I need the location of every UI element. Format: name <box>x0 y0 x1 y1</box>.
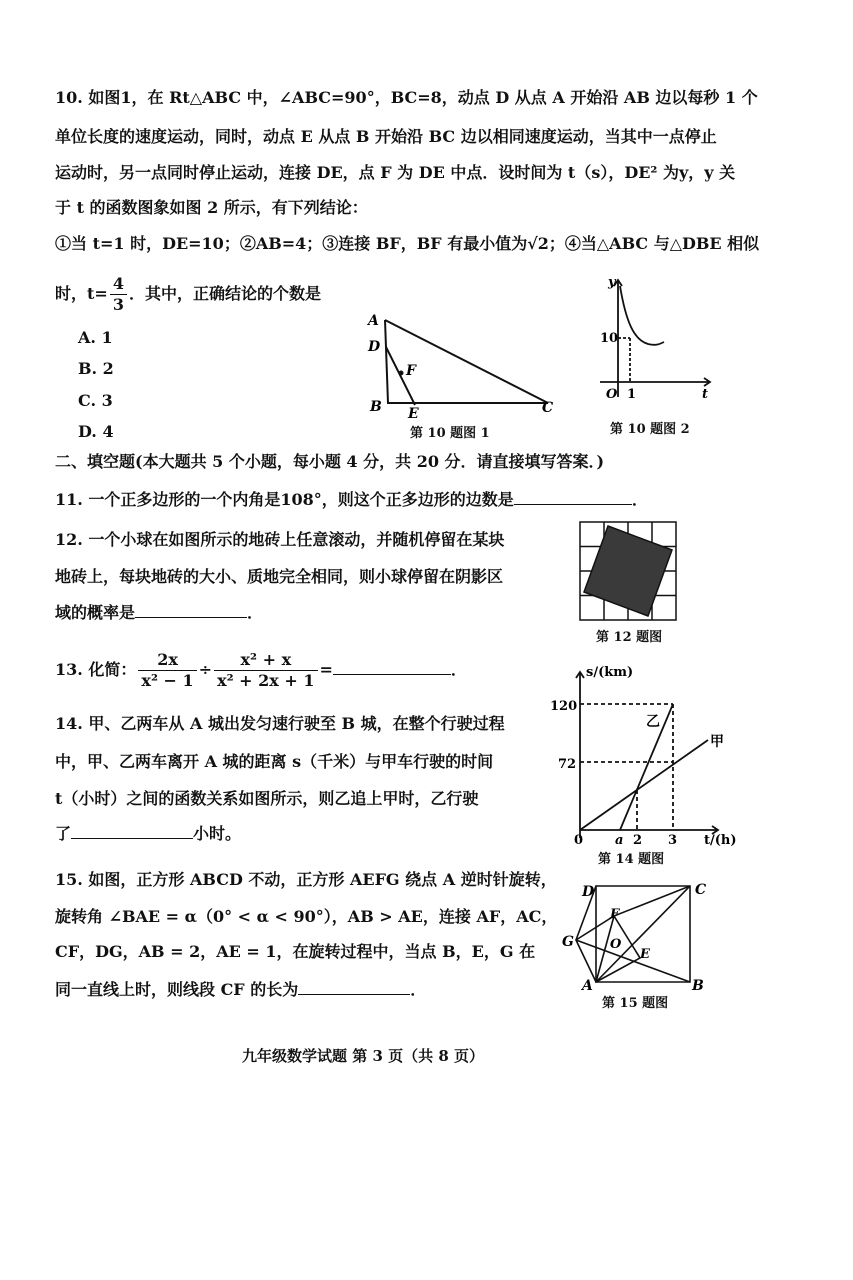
q10-figure2 <box>590 272 720 407</box>
page-footer: 九年级数学试题 第 3 页（共 8 页） <box>242 1047 484 1065</box>
q13-op: ÷ <box>198 660 213 679</box>
q15-caption: 第 15 题图 <box>602 996 669 1011</box>
square-aefg <box>576 916 640 982</box>
label-a: A <box>368 313 379 329</box>
q10-option-c[interactable]: C. 3 <box>78 391 113 410</box>
q10-fig2-caption: 第 10 题图 2 <box>610 422 690 437</box>
label-b: B <box>692 978 704 994</box>
q13-answer-blank[interactable] <box>333 660 451 675</box>
q13-fraction2 <box>214 650 317 691</box>
q10-line5: ①当 t=1 时，DE=10；②AB=4；③连接 BF，BF 有最小值为√2；④当△ABC 与△DBE 相似 <box>55 234 760 253</box>
q11-answer-blank[interactable] <box>514 490 632 505</box>
tick-2: 2 <box>633 833 643 848</box>
label-e: E <box>640 947 650 962</box>
label-o: O <box>606 387 618 402</box>
q11-end: ． <box>631 490 648 509</box>
q11-text: 11. 一个正多边形的一个内角是108°，则这个正多边形的边数是 <box>55 490 514 509</box>
label-b: B <box>370 399 382 415</box>
q15-line4-text: 同一直线上时，则线段 CF 的长为 <box>55 980 299 999</box>
q14-line1: 14. 甲、乙两车从 A 城出发匀速行驶至 B 城，在整个行驶过程 <box>55 714 505 733</box>
q14-answer-blank[interactable] <box>71 824 193 839</box>
q10-line6-pre: 时，t= <box>55 284 108 303</box>
q13-f2-num: x² + x <box>214 650 317 671</box>
label-t: t <box>702 387 709 402</box>
q10-line2: 单位长度的速度运动，同时，动点 E 从点 B 开始沿 BC 边以相同速度运动，当其中一点停止 <box>55 127 717 146</box>
shaded-square <box>584 526 672 616</box>
q13-f1-den: x² − 1 <box>141 671 194 690</box>
q13-f2-den: x² + 2x + 1 <box>217 671 315 690</box>
q10-option-d[interactable]: D. 4 <box>78 422 114 441</box>
label-jia: 甲 <box>710 734 724 750</box>
tick-0: 0 <box>574 833 584 848</box>
q15-line1: 15. 如图，正方形 ABCD 不动，正方形 AEFG 绕点 A 逆时针旋转， <box>55 870 557 889</box>
q10-frac-den: 3 <box>112 295 124 314</box>
q14-line4-pre: 了 <box>55 824 72 843</box>
q10-figure1 <box>360 305 570 420</box>
q10-line6 <box>55 274 321 315</box>
label-e: E <box>408 406 419 420</box>
q14-caption: 第 14 题图 <box>598 852 665 867</box>
label-f: F <box>610 907 620 922</box>
q13-fraction1 <box>138 650 196 691</box>
label-f: F <box>406 363 416 379</box>
q15-line4 <box>55 980 426 1000</box>
label-ten: 10 <box>600 331 619 346</box>
q12-answer-blank[interactable] <box>135 603 247 618</box>
q15-line2: 旋转角 ∠BAE = α（0° < α < 90°），AB > AE，连接 AF，AC， <box>55 907 558 926</box>
label-d: D <box>368 339 381 355</box>
q10-fig1-caption: 第 10 题图 1 <box>410 426 490 441</box>
section2-heading: 二、填空题(本大题共 5 个小题，每小题 4 分，共 20 分．请直接填写答案．) <box>55 452 605 471</box>
q10-fraction <box>110 274 127 315</box>
label-a: A <box>582 978 593 994</box>
label-c: C <box>695 882 707 898</box>
q12-line3-text: 域的概率是 <box>55 603 136 622</box>
q10-frac-num: 4 <box>110 274 127 295</box>
label-one: 1 <box>627 387 637 402</box>
tick-a: a <box>615 833 624 848</box>
q10-line1: 10. 如图1，在 Rt△ABC 中，∠ABC=90°，BC=8，动点 D 从点 A 开始沿 AB 边以每秒 1 个 <box>55 88 758 107</box>
label-g: G <box>562 934 574 950</box>
q13-eq: = <box>319 660 333 679</box>
label-c: C <box>542 400 554 416</box>
triangle-abc <box>385 320 548 403</box>
q13 <box>55 650 467 691</box>
label-o: O <box>610 937 622 952</box>
label-d: D <box>582 884 595 900</box>
q12-caption: 第 12 题图 <box>596 630 663 645</box>
q12-end: ． <box>247 603 264 622</box>
q15-end: ． <box>410 980 427 999</box>
q12-line3 <box>55 603 263 623</box>
line-jia <box>580 740 708 830</box>
q14-graph <box>548 660 748 850</box>
q10-option-b[interactable]: B. 2 <box>78 359 114 378</box>
tick-120: 120 <box>550 699 578 714</box>
label-yi: 乙 <box>646 714 660 730</box>
segment-cf <box>614 886 690 916</box>
q15-line3: CF，DG，AB = 2，AE = 1，在旋转过程中，当点 B，E，G 在 <box>55 942 536 961</box>
q15-answer-blank[interactable] <box>298 980 410 995</box>
q14-line2: 中，甲、乙两车离开 A 城的距离 s（千米）与甲车行驶的时间 <box>55 752 494 771</box>
q14-line4 <box>55 824 241 844</box>
q10-line3: 运动时，另一点同时停止运动，连接 DE，点 F 为 DE 中点．设时间为 t（s），DE² 为y，y 关 <box>55 163 736 182</box>
q14-line3: t（小时）之间的函数关系如图所示，则乙追上甲时，乙行驶 <box>55 789 479 808</box>
q10-line6-post: ．其中，正确结论的个数是 <box>128 284 321 303</box>
q10-line4: 于 t 的函数图象如图 2 所示，有下列结论： <box>55 198 368 217</box>
q14-line4-post: 小时。 <box>193 824 242 843</box>
segment-ac <box>596 886 690 982</box>
t-axis-label: t/(h) <box>704 833 737 848</box>
q10-option-a[interactable]: A. 1 <box>78 328 113 347</box>
tick-3: 3 <box>668 833 678 848</box>
label-y: y <box>608 275 616 290</box>
q13-f1-num: 2x <box>138 650 196 671</box>
tick-72: 72 <box>558 757 577 772</box>
q12-line2: 地砖上，每块地砖的大小、质地完全相同，则小球停留在阴影区 <box>55 567 504 586</box>
q12-line1: 12. 一个小球在如图所示的地砖上任意滚动，并随机停留在某块 <box>55 530 505 549</box>
s-axis-label: s/(km) <box>586 665 634 680</box>
q13-end: ． <box>450 660 467 679</box>
curve <box>620 286 664 345</box>
q13-pre: 13. 化简： <box>55 660 137 679</box>
q15-figure <box>560 874 720 994</box>
point-f <box>399 371 404 376</box>
q12-figure <box>578 520 678 622</box>
q11 <box>55 490 648 510</box>
